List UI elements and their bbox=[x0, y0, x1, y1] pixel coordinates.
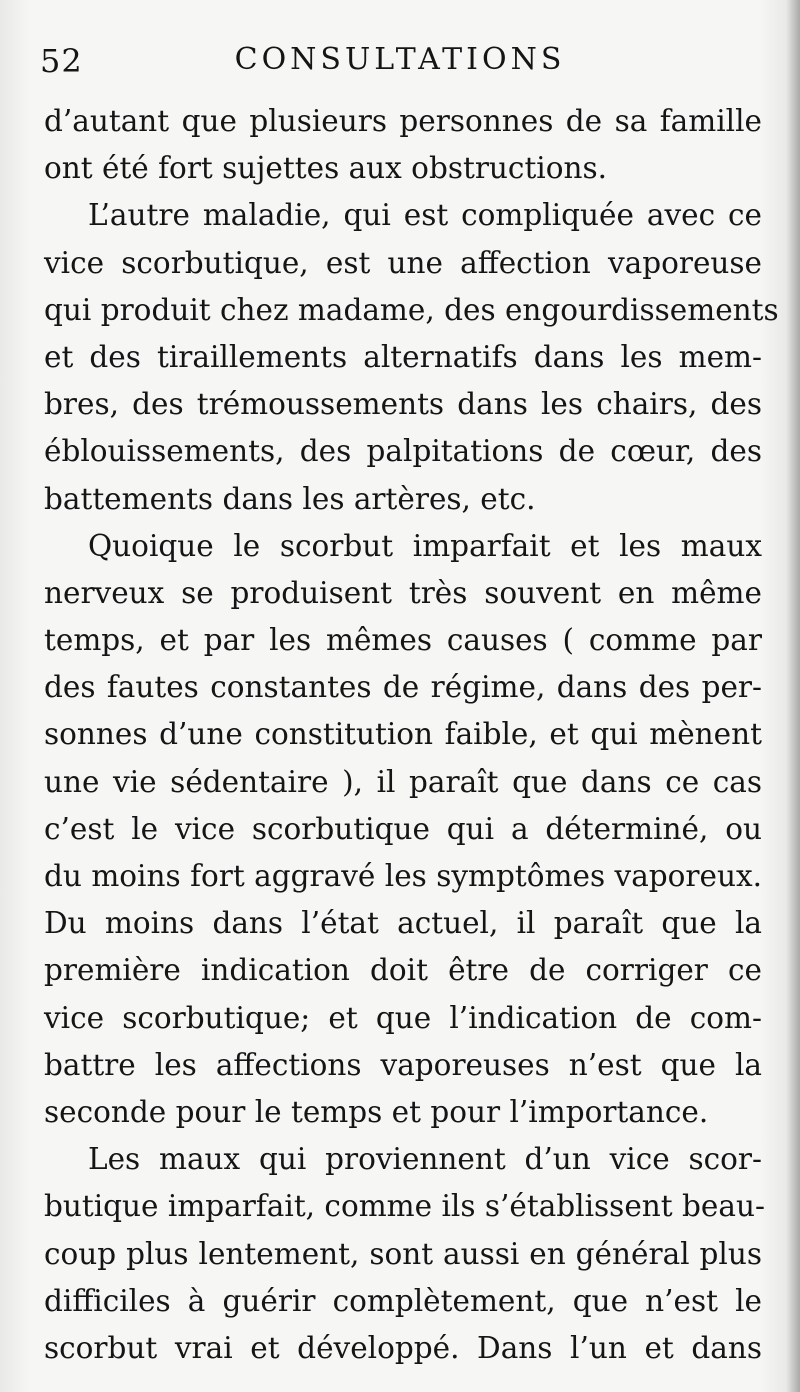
text-line: et des tiraillements alternatifs dans les mem- bbox=[44, 339, 762, 374]
running-title: CONSULTATIONS bbox=[234, 42, 566, 77]
text-line: battre les affections vaporeuses n’est que la bbox=[44, 1047, 762, 1082]
text-line: bres, des trémoussements dans les chairs, des bbox=[44, 387, 762, 422]
text-line: vice scorbutique, est une affection vaporeuse bbox=[44, 245, 762, 280]
page-edge-shadow bbox=[786, 0, 800, 1392]
text-line: éblouissements, des palpitations de cœur, des bbox=[44, 434, 762, 469]
text-line: ont été fort sujettes aux obstructions. bbox=[44, 151, 608, 186]
text-line: Les maux qui proviennent d’un vice scor- bbox=[88, 1142, 762, 1177]
text-line: vice scorbutique; et que l’indication de com- bbox=[44, 1000, 762, 1035]
text-line: qui produit chez madame, des engourdissements bbox=[44, 292, 779, 327]
text-line: d’autant que plusieurs personnes de sa famille bbox=[44, 104, 762, 138]
text-line: battements dans les artères, etc. bbox=[44, 481, 536, 516]
page-header bbox=[40, 38, 760, 88]
text-line: du moins fort aggravé les symptômes vaporeux. bbox=[44, 859, 762, 893]
text-line: Du moins dans l’état actuel, il paraît que la bbox=[44, 906, 762, 941]
text-line: sonnes d’une constitution faible, et qui mènent bbox=[44, 717, 762, 752]
text-line: scorbut vrai et développé. Dans l’un et dans bbox=[44, 1330, 762, 1365]
text-line: nerveux se produisent très souvent en même bbox=[44, 575, 762, 610]
text-line: difficiles à guérir complètement, que n’est le bbox=[44, 1283, 762, 1318]
text-line: première indication doit être de corriger ce bbox=[44, 953, 762, 988]
text-line: seconde pour le temps et pour l’importance. bbox=[44, 1094, 709, 1129]
text-line: Quoique le scorbut imparfait et les maux bbox=[88, 528, 762, 563]
text-line: L’autre maladie, qui est compliquée avec ce bbox=[88, 198, 762, 233]
text-line: c’est le vice scorbutique qui a déterminé, ou bbox=[44, 811, 762, 846]
text-line: temps, et par les mêmes causes ( comme par bbox=[44, 623, 762, 658]
text-line: une vie sédentaire ), il paraît que dans ce cas bbox=[44, 764, 762, 799]
body-text bbox=[44, 98, 779, 1372]
page-number: 52 bbox=[40, 42, 83, 80]
text-line: butique imparfait, comme ils s’établissent beau- bbox=[44, 1189, 765, 1224]
text-line: coup plus lentement, sont aussi en général plus bbox=[44, 1236, 762, 1271]
text-line: des fautes constantes de régime, dans des per- bbox=[44, 670, 762, 705]
